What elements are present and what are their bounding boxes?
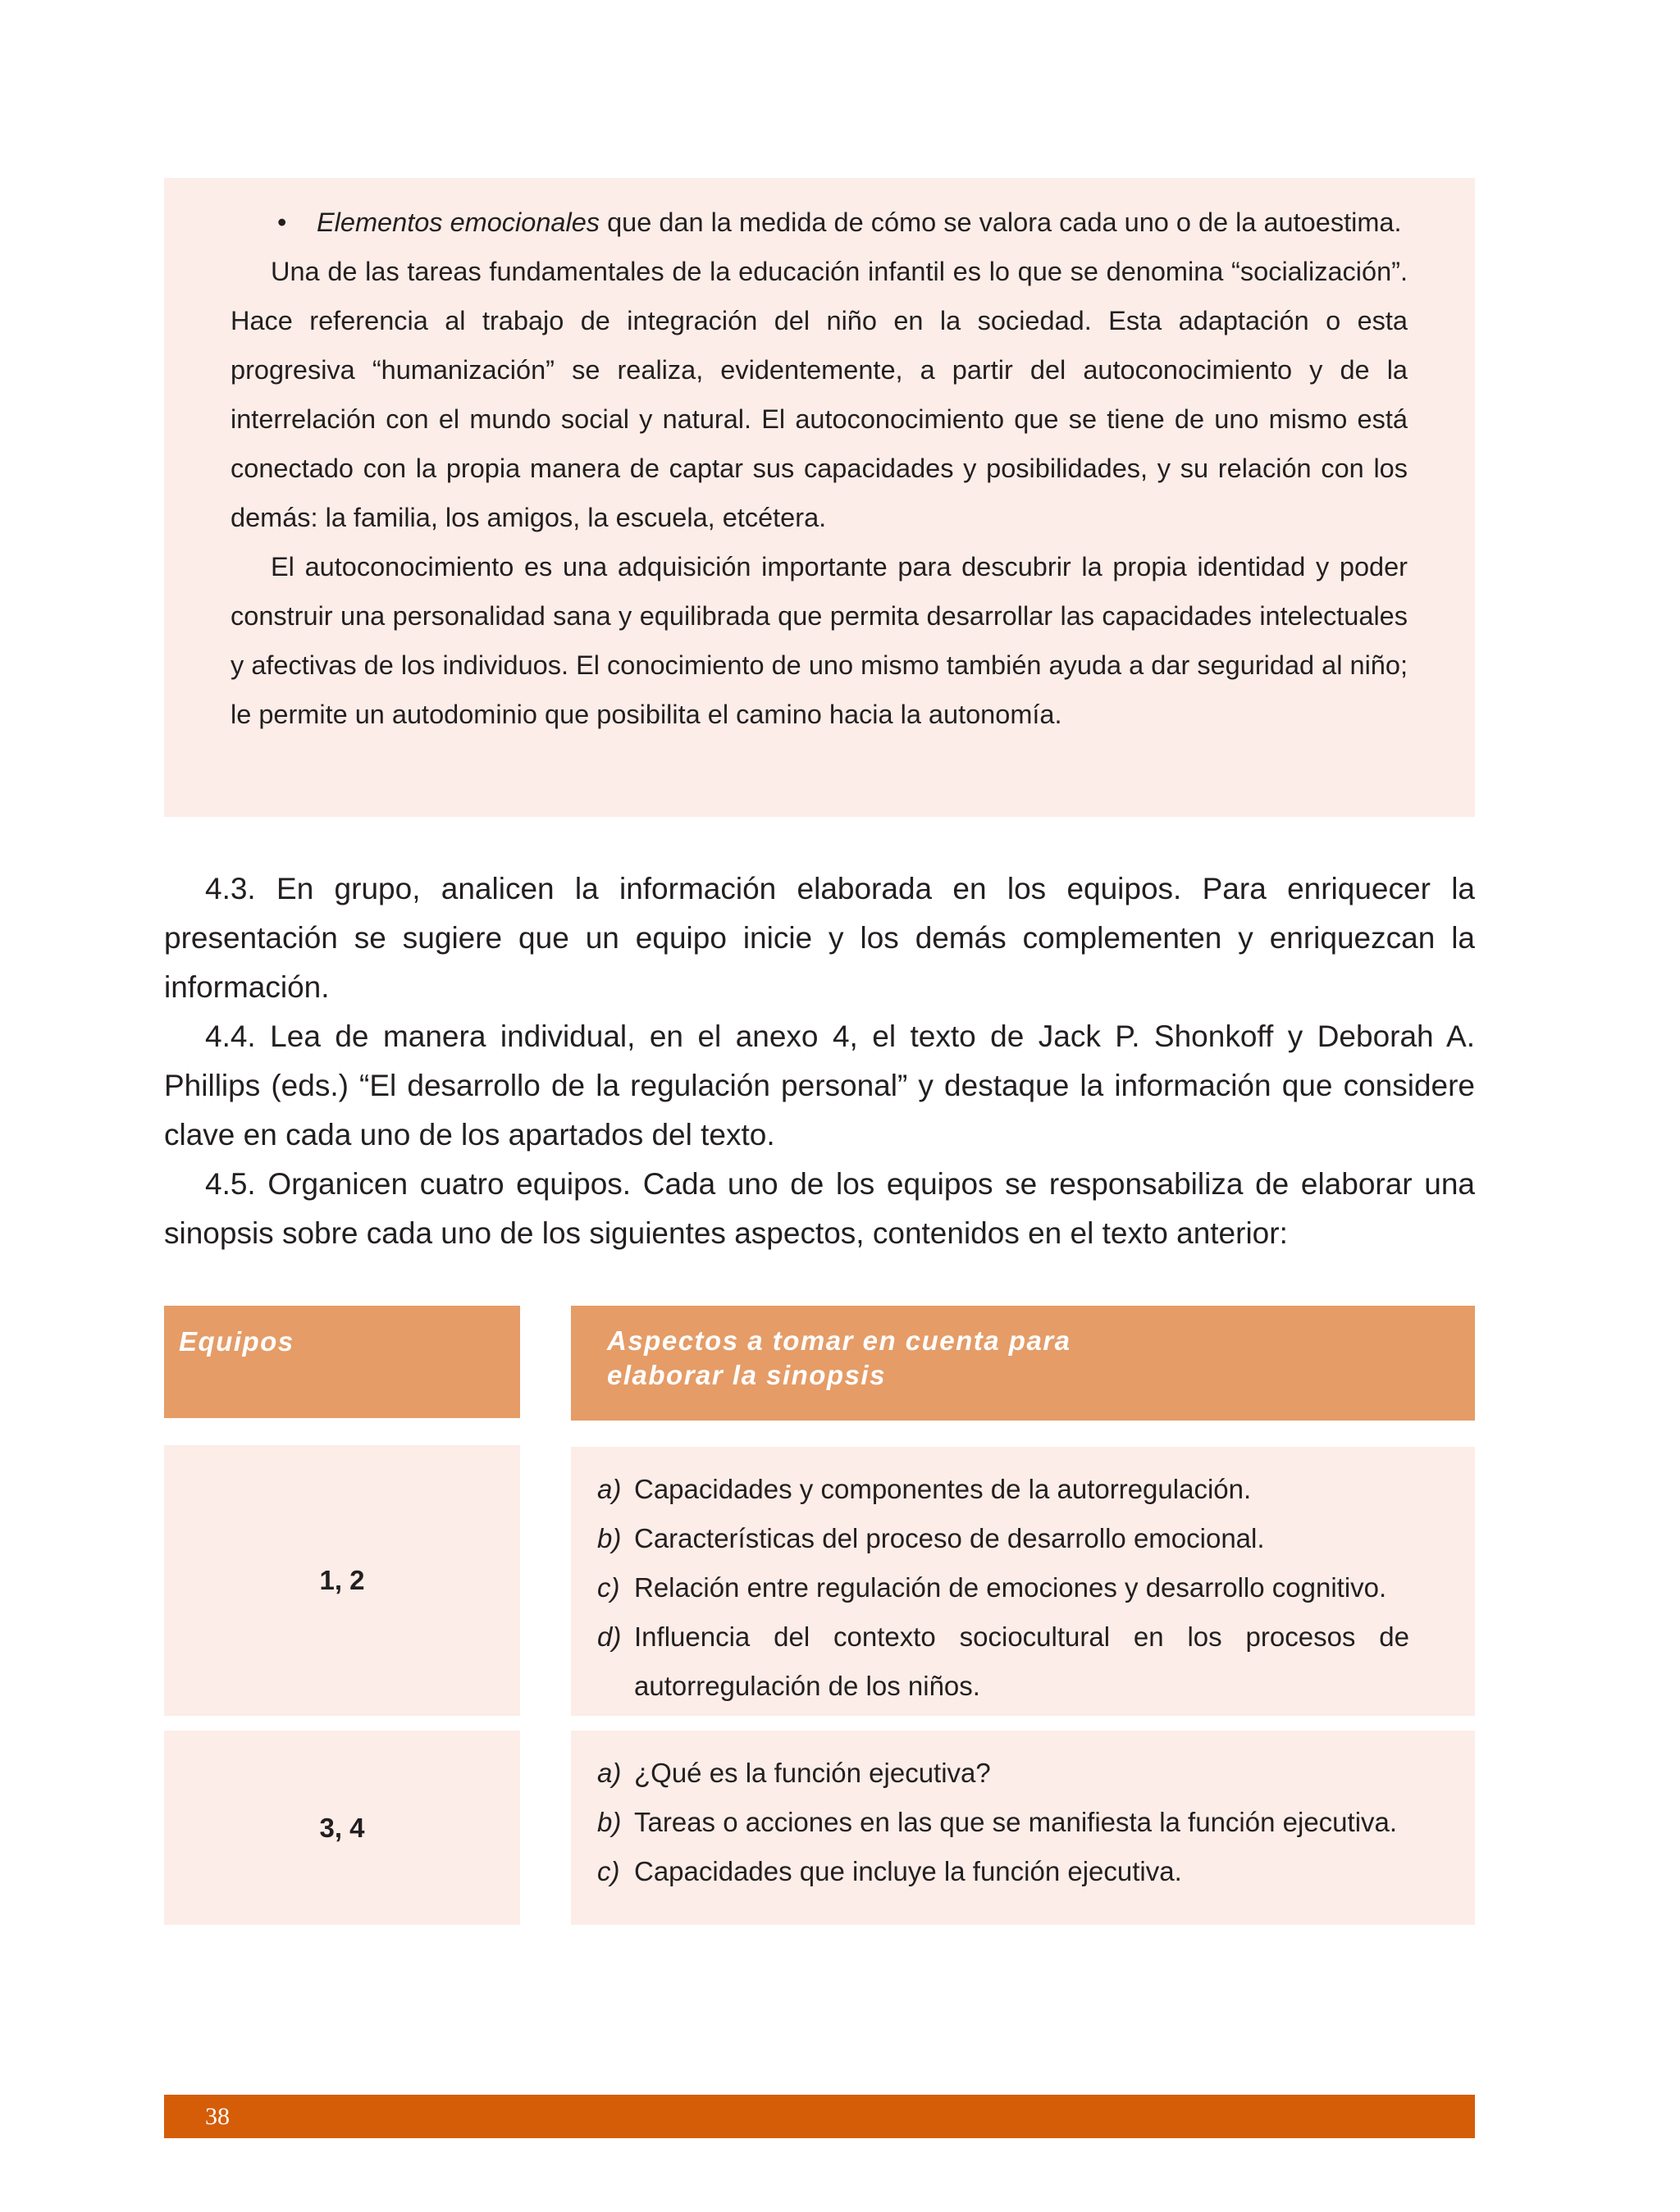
aspect-item (597, 1798, 1409, 1847)
header-teams-label: Equipos (179, 1326, 294, 1357)
aspect-text: Capacidades y componentes de la autorregulación. (634, 1474, 1252, 1504)
aspect-label: b) (597, 1807, 622, 1837)
aspect-text: Relación entre regulación de emociones y desarrollo cognitivo. (634, 1572, 1387, 1603)
aspect-item (597, 1612, 1409, 1711)
teams-value: 3, 4 (319, 1812, 365, 1843)
aspect-text: Características del proceso de desarrollo emocional. (634, 1523, 1265, 1553)
aspect-item (597, 1563, 1409, 1612)
teams-value: 1, 2 (319, 1565, 365, 1595)
bullet-text: que dan la medida de cómo se valora cada uno o de la autoestima. (600, 208, 1402, 237)
reading-box (164, 178, 1475, 817)
aspect-label: a) (597, 1474, 622, 1504)
table-header-aspects (571, 1306, 1475, 1421)
aspect-item (597, 1465, 1409, 1514)
aspect-item (597, 1847, 1409, 1896)
page-footer-bar (164, 2095, 1475, 2138)
box-paragraph: El autoconocimiento es una adquisición importante para descubrir la propia identidad y poder construir una personalidad sana y equilibrada que permita desarrollar las capacidades intelectuales y afectivas de los individuos. El conocimiento de uno mismo también ayuda a dar seguridad al niño; le permite un autodominio que posibilita el camino hacia la autonomía. (231, 552, 1408, 729)
activity-paragraph: 4.3. En grupo, analicen la información elaborada en los equipos. Para enriquecer la presentación se sugiere que un equipo inicie y los demás complementen y enriquezcan la información. (164, 872, 1475, 1004)
aspect-item (597, 1514, 1409, 1563)
activity-paragraph: 4.4. Lea de manera individual, en el anexo 4, el texto de Jack P. Shonkoff y Deborah A. Phillips (eds.) “El desarrollo de la regulación personal” y destaque la información que considere clave en cada uno de los apartados del texto. (164, 1019, 1475, 1152)
aspect-label: d) (597, 1621, 622, 1652)
aspect-label: c) (597, 1572, 620, 1603)
aspect-label: b) (597, 1523, 622, 1553)
table-cell-teams (164, 1445, 520, 1716)
bullet-item (231, 198, 1408, 247)
aspect-label: a) (597, 1758, 622, 1788)
page-number: 38 (205, 2103, 230, 2130)
table-header-teams (164, 1306, 520, 1418)
box-paragraph: Una de las tareas fundamentales de la educación infantil es lo que se denomina “socialización”. Hace referencia al trabajo de integración del niño en la sociedad. Esta adaptación o esta progresiva “humanización” se realiza, evidentemente, a partir del autoconocimiento y de la interrelación con el mundo social y natural. El autoconocimiento que se tiene de uno mismo está conectado con la propia manera de captar sus capacidades y posibilidades, y su relación con los demás: la familia, los amigos, la escuela, etcétera. (231, 257, 1408, 532)
table-cell-teams (164, 1731, 520, 1925)
aspect-item (597, 1749, 1409, 1798)
table-cell-aspects (571, 1731, 1475, 1925)
aspect-text: Capacidades que incluye la función ejecutiva. (634, 1856, 1182, 1886)
header-aspects-line: Aspectos a tomar en cuenta para (607, 1325, 1071, 1356)
table-cell-aspects (571, 1447, 1475, 1716)
aspect-text: ¿Qué es la función ejecutiva? (634, 1758, 991, 1788)
bullet-dot: • (277, 208, 287, 237)
activity-text (164, 864, 1475, 1258)
activity-paragraph: 4.5. Organicen cuatro equipos. Cada uno de los equipos se responsabiliza de elaborar una sinopsis sobre cada uno de los siguientes aspectos, contenidos en el texto anterior: (164, 1167, 1475, 1250)
bullet-term: Elementos emocionales (317, 208, 600, 237)
aspect-text: Tareas o acciones en las que se manifiesta la función ejecutiva. (634, 1807, 1398, 1837)
aspect-label: c) (597, 1856, 620, 1886)
header-aspects-line: elaborar la sinopsis (607, 1360, 886, 1390)
aspect-text: Influencia del contexto sociocultural en los procesos de autorregulación de los niños. (634, 1621, 1409, 1701)
